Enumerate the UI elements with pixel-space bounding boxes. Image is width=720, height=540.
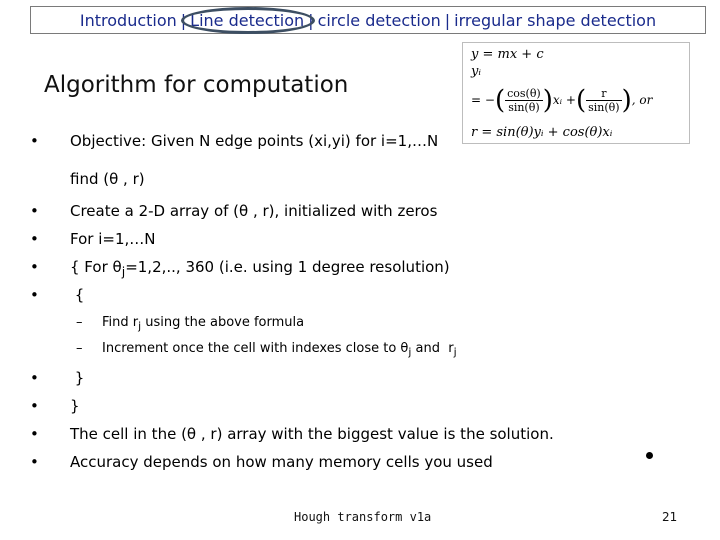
nav-irregular-shape-detection[interactable]: irregular shape detection [454, 10, 657, 30]
nav-circle-detection[interactable]: circle detection [317, 10, 441, 30]
list-item-continuation: find (θ , r) [70, 170, 145, 188]
fraction-r-sin: $\frac{r}{\sin(\theta)}$ [588, 87, 620, 114]
fraction-cos-sin: $\frac{\cos(\theta)}{\sin(\theta)}$ [507, 87, 541, 114]
slide-title: Algorithm for computation [44, 72, 349, 98]
decorative-dot [646, 452, 653, 459]
page-number: 21 [662, 510, 678, 524]
nav-bar [30, 6, 706, 34]
formula-line-2: yᵢ [471, 64, 481, 79]
nav-introduction[interactable]: Introduction [79, 10, 177, 30]
footer-text: Hough transform v1a [294, 510, 432, 524]
nav-separator: | [180, 10, 187, 30]
nav-separator: | [308, 10, 314, 30]
formula-line-3: = −( $\frac{\cos(\theta)}{\sin(\theta)}$ )xᵢ +( $\frac{r}{\sin(\theta)}$ ), or [471, 85, 653, 116]
nav-separator: | [444, 10, 451, 30]
formula-line-1: y = mx + c [471, 47, 544, 62]
nav-line-detection[interactable]: Line detection [190, 10, 305, 30]
formula-line-4: r = sin(θ)yᵢ + cos(θ)xᵢ [471, 125, 613, 140]
formula-box [462, 42, 690, 144]
